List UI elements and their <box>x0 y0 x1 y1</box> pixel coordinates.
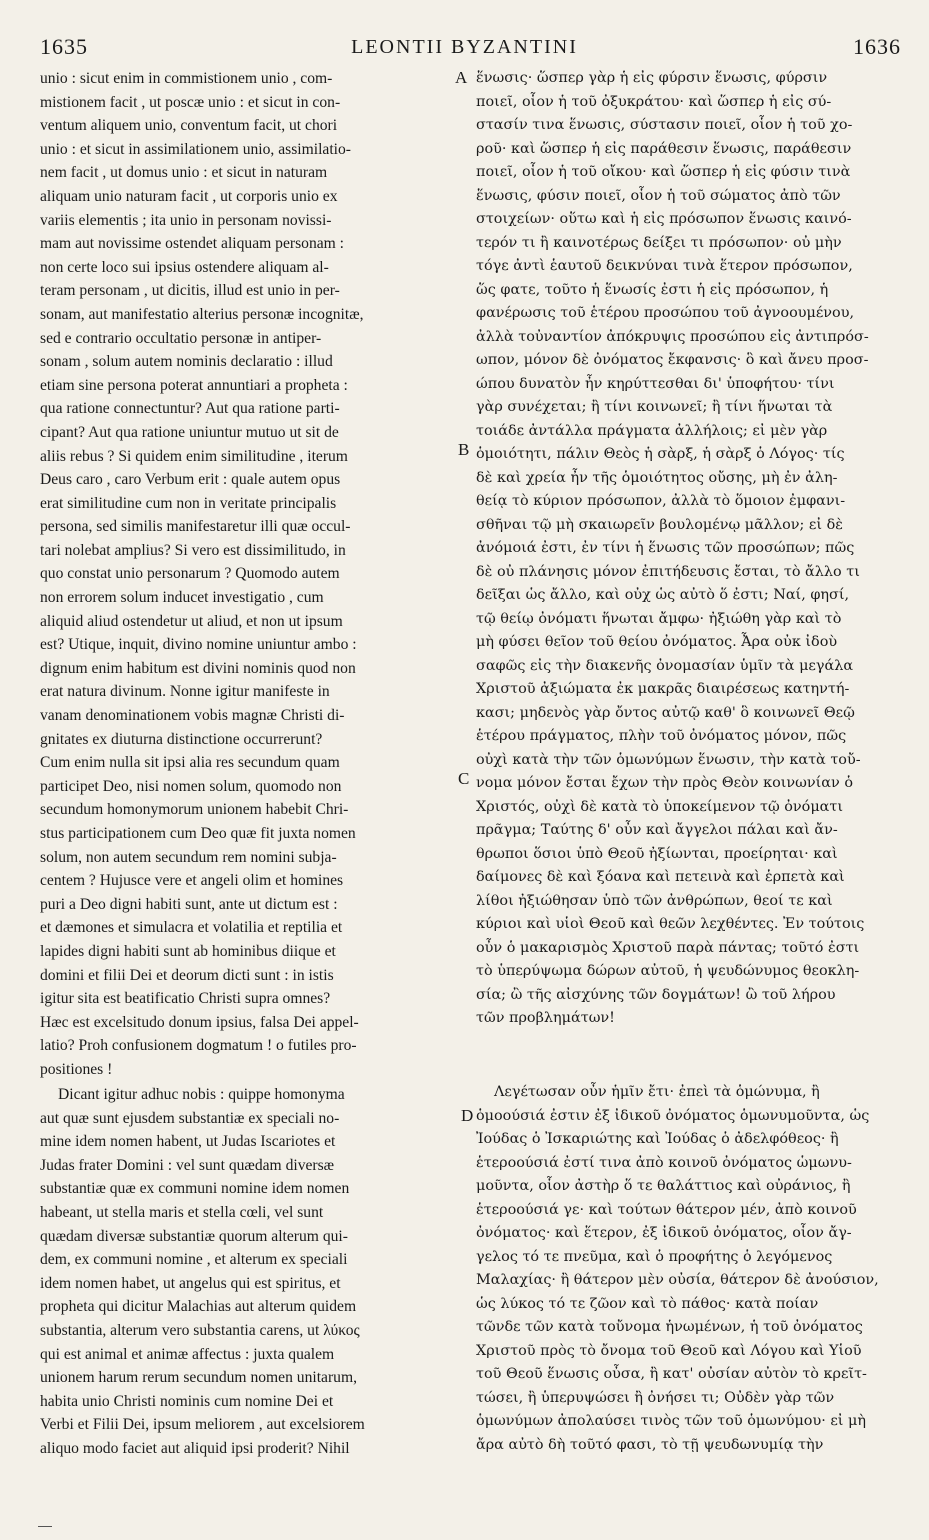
text-line: habeant, ut stella maris et stella cœli, vel sunt <box>40 1203 324 1221</box>
text-line: qui est animal et animæ affectus : juxta qualem <box>40 1345 335 1363</box>
text-line: πρᾶγμα; Ταύτης δ' οὖν καὶ ἄγγελοι πάλαι καὶ ἄν- <box>476 822 838 838</box>
text-line: ἑτέρου πράγματος, πλὴν τοῦ ὀνόματος μόνον, πῶς <box>476 728 847 744</box>
text-line: ὀνόματος· καὶ ἕτερον, ἐξ ἰδικοῦ ὀνόματος, οἷον ἄγ- <box>476 1225 852 1241</box>
text-line: σθῆναι τῷ μὴ σκαιωρεῖν βουλομένῳ μᾶλλον; εἰ δὲ <box>476 516 843 533</box>
text-line: στασίν τινα ἕνωσις, σύστασιν ποιεῖ, οἷον ἡ τοῦ χο- <box>476 117 853 133</box>
text-line: κύριοι καὶ υἱοὶ Θεοῦ καὶ θεῶν λεχθέντες. Ἐν τούτοις <box>476 916 865 932</box>
text-line: θείᾳ τὸ κύριον πρόσωπον, ἀλλὰ τὸ ὅμοιον ἐμφανι- <box>476 493 846 509</box>
text-line: λίθοι ἠξιώθησαν ὑπὸ τῶν ἀνθρώπων, θεοί τε καὶ <box>476 892 833 909</box>
text-line: Verbi et Filii Dei, ipsum meliorem , aut excelsiorem <box>40 1416 365 1434</box>
text-line: sed e contrario occultatio personæ in antiper- <box>40 329 322 347</box>
text-line: ὁμωνύμων ἀπολαύσει τινὸς τῶν τοῦ ὁμωνύμου· εἰ μὴ <box>476 1413 867 1429</box>
text-line: ἀνόμοιά ἐστι, ἐν τίνι ἡ ἕνωσις τῶν προσώπων; πῶς <box>476 540 855 556</box>
text-line: tari nolebat amplius? Si vero est dissimilitudo, in <box>40 541 346 559</box>
text-line: erat similitudine cum non in veritate principalis <box>40 494 337 512</box>
text-line: σία; ὢ τῆς αἰσχύνης τῶν δογμάτων! ὢ τοῦ λήρου <box>476 986 836 1003</box>
text-line: erat natura divinum. Nonne igitur manifeste in <box>40 683 330 701</box>
text-line: aliis rebus ? Si quidem enim similitudine , iterum <box>40 447 348 465</box>
text-line: ὁμοιότητι, πάλιν Θεὸς ἡ σὰρξ, ἡ σὰρξ ὁ Λόγος· τίς <box>476 446 845 462</box>
text-line: qua ratione connectuntur? Aut qua ratione parti- <box>40 400 340 418</box>
text-line: quædam diversæ substantiæ quorum alterum qui- <box>40 1227 348 1245</box>
text-line: Judas frater Domini : vel sunt quædam diversæ <box>40 1156 335 1174</box>
text-line: substantia, alterum vero substantia carens, ut λύκος <box>40 1321 360 1339</box>
text-line: ἕνωσις· ὥσπερ γὰρ ἡ εἰς φύρσιν ἕνωσις, φύρσιν <box>476 70 828 86</box>
text-line: ὥς φατε, τοῦτο ἡ ἕνωσίς ἐστι ἡ εἰς πρόσωπον, ἡ <box>476 281 829 298</box>
text-line: Χριστός, οὐχὶ δὲ κατὰ τὸ ὑποκείμενον τῷ ὀνόματι <box>476 798 844 815</box>
text-line: dem, ex communi nomine , et alterum ex speciali <box>40 1251 348 1269</box>
text-line: τῷ θείῳ ὀνόματι ἥνωται ἄμφω· ἠξιώθη γὰρ καὶ τὸ <box>476 610 842 627</box>
text-line: est? Utique, inquit, divino nomine uniuntur ambo : <box>40 636 357 654</box>
text-line: aliquo modo faciet aut aliquid ipsi proderit? Nihil <box>40 1439 350 1457</box>
text-line: Cum enim nulla sit ipsi alia res secundum quam <box>40 754 340 772</box>
text-line: δαίμονες δὲ καὶ ξόανα καὶ πετεινὰ καὶ ἑρπετὰ καὶ <box>476 869 845 885</box>
text-line: νομα μόνον ἔσται ἔχων τὴν πρὸς Θεὸν κοινωνίαν ὁ <box>476 775 853 791</box>
margin-marker-c: C <box>458 769 470 788</box>
footer-rule <box>38 1526 52 1527</box>
text-line: gnitates ex diuturna distinctione occurrerunt? <box>40 730 323 748</box>
text-line: δεῖξαι ὡς ἄλλο, καὶ οὐχ ὡς αὐτὸ ὅ ἐστι; Ναί, φησί, <box>476 587 850 603</box>
text-line: persona, sed similis manifestaretur illi quæ occul- <box>40 518 351 536</box>
text-line: ὡς λύκος τό τε ζῶον καὶ τὸ πάθος· κατὰ ποίαν <box>476 1295 819 1312</box>
latin-column-part2 <box>40 1083 456 1461</box>
text-line: centem ? Hujusce vere et angeli olim et homines <box>40 872 344 890</box>
latin-column-part1 <box>40 67 456 1082</box>
text-line: latio? Proh confusionem dogmatum ! o futiles pro- <box>40 1037 357 1055</box>
text-line: idem nomen habet, ut angelus qui est spiritus, et <box>40 1274 341 1292</box>
text-line: mam aut novissime ostendet aliquam personam : <box>40 235 345 253</box>
text-line: τόγε ἀντὶ ἑαυτοῦ δεικνύναι τινὰ ἕτερον πρόσωπον, <box>476 258 853 274</box>
text-line: participet Deo, nisi nomen solum, quomodo non <box>40 777 342 795</box>
text-line: variis elementis ; ita unio in personam novissi- <box>40 211 332 229</box>
text-line: unio : sicut enim in commistionem unio , com- <box>40 70 333 87</box>
text-line: non errorem solum inducet investigatio , cum <box>40 589 324 607</box>
margin-marker-b: B <box>458 440 470 459</box>
text-line: τοιάδε ἀντάλλα πράγματα ἀλλήλοις; εἰ μὲν γὰρ <box>476 422 828 439</box>
text-line: stus participationem cum Deo quæ fit juxta nomen <box>40 825 356 842</box>
text-line: Deus caro , caro Verbum erit : quale autem opus <box>40 471 341 489</box>
text-line: δὲ καὶ χρεία ἦν τῆς ὁμοιότητος οὔσης, μὴ ἐν ἀλη- <box>476 469 838 486</box>
text-line: nem facit , ut domus unio : et sicut in naturam <box>40 164 328 182</box>
text-line: solum, non autem secundum rem nomini subja- <box>40 848 337 866</box>
text-line: dignum enim habitum est divini nominis quod non <box>40 659 356 677</box>
text-line: cipant? Aut qua ratione uniuntur mutuo ut sit de <box>40 423 339 441</box>
text-line: τὸ ὑπερύψωμα δώρων αὐτοῦ, ἡ ψευδώνυμος θεοκλη- <box>476 963 860 979</box>
text-line: ροῦ· καὶ ὥσπερ ἡ εἰς παράθεσιν ἕνωσις, παράθεσιν <box>476 140 852 157</box>
text-line: Hæc est excelsitudo donum ipsius, falsa Dei appel- <box>40 1013 359 1031</box>
text-line: substantiæ quæ ex communi nomine idem nomen <box>40 1180 350 1198</box>
text-line: Ἰούδας ὁ Ἰσκαριώτης καὶ Ἰούδας ὁ ἀδελφόθεος· ἢ <box>476 1131 839 1147</box>
text-line: οὖν ὁ μακαρισμὸς Χριστοῦ παρὰ πάντας; τοῦτό ἐστι <box>476 939 860 956</box>
text-line: ωπον, μόνον δὲ ὀνόματος ἔκφανσις· ὃ καὶ ἄνευ προσ- <box>476 352 869 368</box>
text-line: mistionem facit , ut poscæ unio : et sicut in con- <box>40 93 341 111</box>
margin-marker-d: D <box>461 1106 474 1125</box>
text-line: ποιεῖ, οἷον ἡ τοῦ ὀξυκράτου· καὶ ὥσπερ ἡ εἰς σύ- <box>476 93 832 110</box>
text-line: γελος τό τε πνεῦμα, καὶ ὁ προφήτης ὁ λεγόμενος <box>476 1248 833 1265</box>
text-line: δὲ οὐ πλάνησις μόνον ἐπιτήδευσις ἔσται, τὸ ἄλλο τι <box>476 563 860 580</box>
text-line: vanam denominationem vobis magnæ Christi di- <box>40 707 345 725</box>
left-page-number: 1635 <box>40 34 88 59</box>
text-line: οὐχὶ κατὰ τὴν τῶν ὁμωνύμων ἕνωσιν, τὴν κατὰ τοὔ- <box>476 751 861 768</box>
text-line: propheta qui dicitur Malachias aut alterum quidem <box>40 1298 357 1316</box>
text-line: unionem harum rerum secundum nomen unitarum, <box>40 1369 357 1387</box>
text-line: ὁμοούσιά ἐστιν ἐξ ἰδικοῦ ὀνόματος ὁμωνυμοῦντα, ὡς <box>476 1107 870 1124</box>
text-line: ventum aliquem unio, conventum facit, ut chori <box>40 117 338 135</box>
greek-column-part1 <box>476 67 905 1031</box>
text-line: igitur sita est beatificatio Christi supra omnes? <box>40 990 331 1008</box>
text-line: ἄρα αὐτὸ δὴ τοῦτό φασι, τὸ τῇ ψευδωνυμίᾳ τὴν <box>476 1436 824 1453</box>
text-line: ἀλλὰ τοὐναντίον ἀπόκρυψις προσώπου εἰς ἀντιπρόσ- <box>476 328 869 345</box>
text-line: mine idem nomen habent, ut Judas Iscariotes et <box>40 1133 336 1151</box>
text-line: teram personam , ut dicitis, illud est unio in per- <box>40 282 340 300</box>
text-line: sonam, aut manifestatio alterius personæ incognitæ, <box>40 305 364 323</box>
text-line: ἑτεροούσιά ἐστί τινα ἀπὸ κοινοῦ ὀνόματος ὡμωνυ- <box>476 1154 852 1171</box>
text-line: quo constat unio personarum ? Quomodo autem <box>40 565 340 583</box>
text-line: lapides digni habiti sunt ab hominibus diique et <box>40 942 336 960</box>
text-line: γὰρ συνέχεται; ἢ τίνι κοινωνεῖ; ἢ τίνι ἥνωται τὰ <box>476 399 833 415</box>
page-header <box>0 34 929 64</box>
text-line: Χριστοῦ ἀξιώματα ἐκ μακρᾶς διαιρέσεως κατηντή- <box>476 681 850 697</box>
text-line: etiam sine persona poterat annuntiari a propheta : <box>40 376 348 394</box>
text-line: unio : et sicut in assimilationem unio, assimilatio- <box>40 140 351 158</box>
text-line: secundum homonymorum unionem habebit Chri- <box>40 801 349 819</box>
text-line: aut quæ sunt ejusdem substantiæ ex speciali no- <box>40 1109 340 1127</box>
text-line: στοιχείων· οὕτω καὶ ἡ εἰς πρόσωπον ἕνωσις καινό- <box>476 211 852 227</box>
text-line: aliquam unio naturam facit , ut corporis unio ex <box>40 187 338 205</box>
right-page-number: 1636 <box>853 34 901 59</box>
text-line: μοῦντα, οἷον ἀστὴρ ὅ τε θαλάττιος καὶ οὐράνιος, ἢ <box>476 1178 851 1194</box>
text-line: aliquid aliud ostendetur ut aliud, et non ut ipsum <box>40 612 343 630</box>
text-line: ώπου δυνατὸν ἦν κηρύττεσθαι δι' ὑποφήτου· τίνι <box>476 375 835 392</box>
text-line: domini et filii Dei et deorum dicti sunt : in istis <box>40 966 334 984</box>
text-line: sonam , solum autem nominis declaratio : illud <box>40 353 333 371</box>
text-line: ἕνωσις, φύσιν ποιεῖ, οἷον ἡ τοῦ σώματος ἀπὸ τῶν <box>476 187 841 204</box>
text-line: positiones ! <box>40 1060 113 1078</box>
running-title: LEONTII BYZANTINI <box>351 36 578 58</box>
text-line: ποιεῖ, οἷον ἡ τοῦ οἴκου· καὶ ὥσπερ ἡ εἰς φύσιν τινὰ <box>476 164 851 180</box>
text-line: Dicant igitur adhuc nobis : quippe homonyma <box>58 1086 345 1103</box>
margin-marker-a: A <box>455 68 468 87</box>
text-line: τερόν τι ἢ καινοτέρως δείξει τι πρόσωπον· οὐ μὴν <box>476 234 842 251</box>
text-line: τοῦ Θεοῦ ἕνωσις οὖσα, ἢ κατ' οὐσίαν αὐτὸν τὸ κρεῖτ- <box>476 1366 867 1382</box>
text-line: φανέρωσις τοῦ ἑτέρου προσώπου τοῦ ἀγνοουμένου, <box>476 305 855 321</box>
text-line: Μαλαχίας· ἢ θάτερον μὲν οὐσία, θάτερον δὲ ἀνούσιον, <box>476 1272 879 1288</box>
text-line: κασι; μηδενὸς γὰρ ὄντος αὐτῷ καθ' ὃ κοινωνεῖ Θεῷ <box>476 704 855 721</box>
text-line: non certe loco sui ipsius ostendere aliquam al- <box>40 258 329 276</box>
text-line: Χριστοῦ πρὸς τὸ ὄνομα τοῦ Θεοῦ καὶ Λόγου καὶ Υἱοῦ <box>476 1342 862 1359</box>
text-line: puri a Deo digni habiti sunt, ante ut dictum est : <box>40 895 338 913</box>
text-line: τῶν προβλημάτων! <box>476 1010 615 1026</box>
text-line: σαφῶς εἰς τὴν διακενῆς ὀνομασίαν ὑμῖν τὰ μεγάλα <box>476 657 854 674</box>
text-line: et dæmones et simulacra et volatilia et reptilia et <box>40 919 343 937</box>
text-line: τώσει, ἢ ὑπερυψώσει ἢ ὀνήσει τι; Οὐδὲν γὰρ τῶν <box>476 1389 835 1406</box>
text-line: ἑτεροούσιά γε· καὶ τούτων θάτερον μέν, ἀπὸ κοινοῦ <box>476 1201 857 1218</box>
text-line: Λεγέτωσαν οὖν ἡμῖν ἔτι· ἐπεὶ τὰ ὁμώνυμα, ἢ <box>494 1084 820 1100</box>
greek-column-part2 <box>476 1081 905 1457</box>
text-line: μὴ φύσει θεῖον τοῦ θείου ὀνόματος. Ἆρα οὐκ ἰδοὺ <box>476 634 838 650</box>
text-line: habita unio Christi nominis cum nomine Dei et <box>40 1392 334 1410</box>
text-line: θρωποι ὅσιοι ὑπὸ Θεοῦ ἠξίωνται, προείρηται· καὶ <box>476 845 838 862</box>
text-line: τῶνδε τῶν κατὰ τοὔνομα ἡνωμένων, ἡ τοῦ ὀνόματος <box>476 1319 863 1335</box>
